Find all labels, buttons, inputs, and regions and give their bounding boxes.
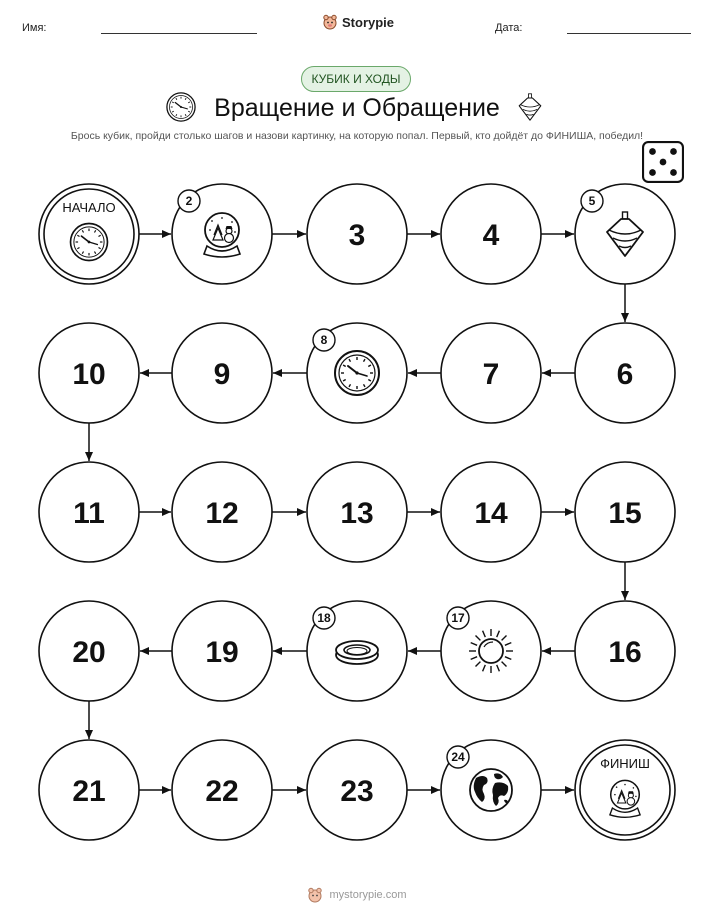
board-cell-6 <box>575 323 675 423</box>
cell-number: 23 <box>340 775 374 808</box>
board-cell-9 <box>172 323 272 423</box>
board-cell-12 <box>172 462 272 562</box>
cell-number: 19 <box>205 636 239 669</box>
brand-name: Storypie <box>342 14 395 30</box>
storypie-mascot-icon <box>307 887 323 903</box>
cell-number: 4 <box>482 219 500 252</box>
board-cell-24 <box>441 740 541 840</box>
cell-number: 12 <box>205 497 239 530</box>
cell-number-badge: 8 <box>320 333 328 347</box>
footer <box>0 887 714 903</box>
board-cells <box>39 184 675 840</box>
board-cell-11 <box>39 462 139 562</box>
finish-label: ФИНИШ <box>600 756 650 771</box>
board-cell-3 <box>307 184 407 284</box>
board-cell-20 <box>39 601 139 701</box>
cell-number-badge: 17 <box>451 611 465 625</box>
clock-icon <box>335 351 379 395</box>
start-cell <box>39 184 139 284</box>
start-label: НАЧАЛО <box>62 200 116 215</box>
board-cell-10 <box>39 323 139 423</box>
cell-number: 15 <box>608 497 642 530</box>
ring-icon <box>336 641 378 664</box>
dice-icon <box>643 142 683 182</box>
cell-number: 16 <box>608 636 642 669</box>
cell-number-badge: 5 <box>588 194 596 208</box>
sun-icon <box>469 629 513 673</box>
board-cell-15 <box>575 462 675 562</box>
spinning-top-icon <box>519 94 541 120</box>
board-cell-5 <box>575 184 675 284</box>
cell-number: 13 <box>340 497 374 530</box>
cell-number: 21 <box>72 775 106 808</box>
cell-number-badge: 24 <box>451 750 465 764</box>
clock-icon <box>167 93 195 121</box>
cell-number: 10 <box>72 358 106 391</box>
board-cell-22 <box>172 740 272 840</box>
category-tag: КУБИК И ХОДЫ <box>301 66 411 92</box>
cell-number: 7 <box>482 358 500 391</box>
cell-number: 22 <box>205 775 239 808</box>
cell-number: 11 <box>73 497 105 530</box>
board-cell-18 <box>307 601 407 701</box>
board-cell-4 <box>441 184 541 284</box>
cell-number-badge: 18 <box>317 611 331 625</box>
board-cell-14 <box>441 462 541 562</box>
finish-cell <box>575 740 675 840</box>
board-cell-23 <box>307 740 407 840</box>
cell-number-badge: 2 <box>185 194 193 208</box>
board-cell-16 <box>575 601 675 701</box>
board-cell-17 <box>441 601 541 701</box>
board-cell-19 <box>172 601 272 701</box>
clock-icon <box>71 224 108 261</box>
cell-number: 6 <box>616 358 634 391</box>
footer-site[interactable]: mystorypie.com <box>329 889 407 901</box>
board-cell-2 <box>172 184 272 284</box>
board-cell-21 <box>39 740 139 840</box>
date-label: Дата: <box>495 22 523 34</box>
board-cell-7 <box>441 323 541 423</box>
cell-number: 3 <box>348 219 366 252</box>
instructions: Брось кубик, пройди столько шагов и назови картинку, на которую попал. Первый, кто дойдёт до ФИНИША, победил! <box>70 130 644 142</box>
cell-number: 14 <box>474 497 508 530</box>
snow-globe-icon <box>204 213 240 257</box>
page-title: Вращение и Обращение <box>214 94 500 122</box>
name-label: Имя: <box>22 22 47 34</box>
earth-globe-icon <box>470 769 512 811</box>
cell-number: 9 <box>213 358 231 391</box>
board-cell-13 <box>307 462 407 562</box>
cell-number: 20 <box>72 636 106 669</box>
board-cell-8 <box>307 323 407 423</box>
snow-globe-icon <box>610 780 640 817</box>
